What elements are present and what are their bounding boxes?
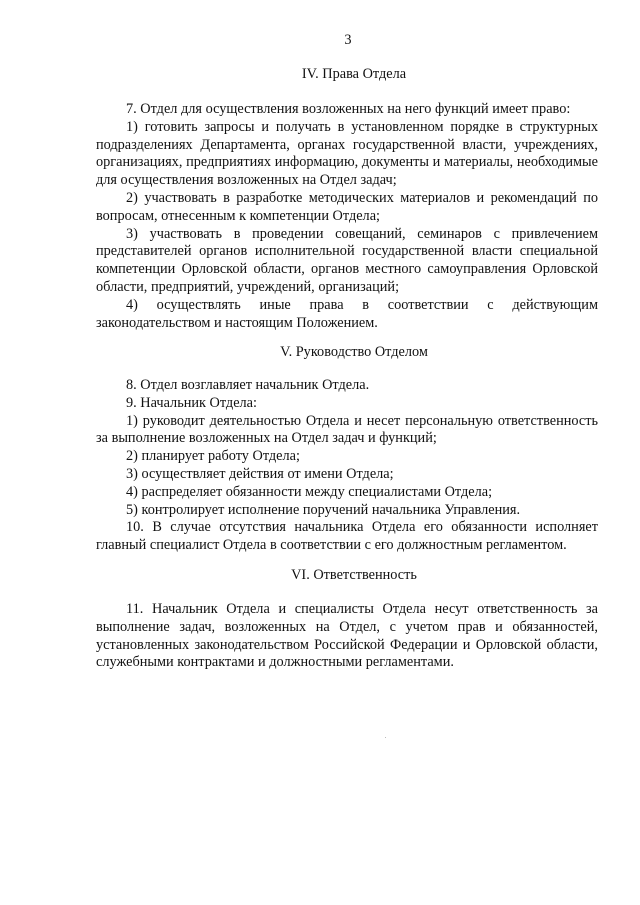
paragraph: 11. Начальник Отдела и специалисты Отдела несут ответственность за выполнение задач, возложенных на Отдел, с учетом прав и обязанностей, установленных законодательством Российской Федерации и Орловской области, служебными контрактами и должностными регламентами.	[96, 601, 598, 671]
section-title-responsibility: VI. Ответственность	[291, 567, 417, 583]
section-title-management: V. Руководство Отделом	[280, 344, 428, 360]
section-title-rights: IV. Права Отдела	[301, 66, 407, 82]
section-body-rights	[96, 101, 598, 332]
paragraph: 4) осуществлять иные права в соответствии с действующим законодательством и настоящим Положением.	[96, 296, 598, 331]
paragraph: 1) руководит деятельностью Отдела и несет персональную ответственность за выполнение возложенных на Отдел задач и функций;	[96, 412, 598, 447]
section-body-management	[96, 377, 598, 555]
paragraph: 1) готовить запросы и получать в установленном порядке в структурных подразделениях Департамента, органах государственной власти, учреждениях, организациях, предприятиях информацию, документы и материалы, необходимые для осуществления возложенных на Отдел задач;	[96, 118, 598, 189]
page-number: 3	[344, 32, 352, 48]
paragraph: 3) участвовать в проведении совещаний, семинаров с привлечением представителей органов исполнительной государственной власти специальной компетенции Орловской области, органов местного самоуправления Орловской области, предприятий, учреждений, организаций;	[96, 225, 598, 295]
paragraph: 5) контролирует исполнение поручений начальника Управления.	[126, 501, 521, 518]
scan-speck	[385, 737, 386, 738]
section-body-responsibility	[96, 601, 598, 672]
paragraph: 4) распределяет обязанности между специалистами Отдела;	[126, 483, 493, 500]
paragraph: 7. Отдел для осуществления возложенных на него функций имеет право:	[126, 101, 571, 117]
paragraph: 3) осуществляет действия от имени Отдела;	[126, 465, 394, 482]
paragraph: 9. Начальник Отдела:	[126, 394, 257, 411]
paragraph: 8. Отдел возглавляет начальник Отдела.	[126, 377, 370, 393]
paragraph: 2) участвовать в разработке методических материалов и рекомендаций по вопросам, отнесенным к компетенции Отдела;	[96, 189, 598, 224]
paragraph: 2) планирует работу Отдела;	[126, 448, 300, 465]
paragraph: 10. В случае отсутствия начальника Отдела его обязанности исполняет главный специалист Отдела в соответствии с его должностным регламентом.	[96, 519, 598, 554]
